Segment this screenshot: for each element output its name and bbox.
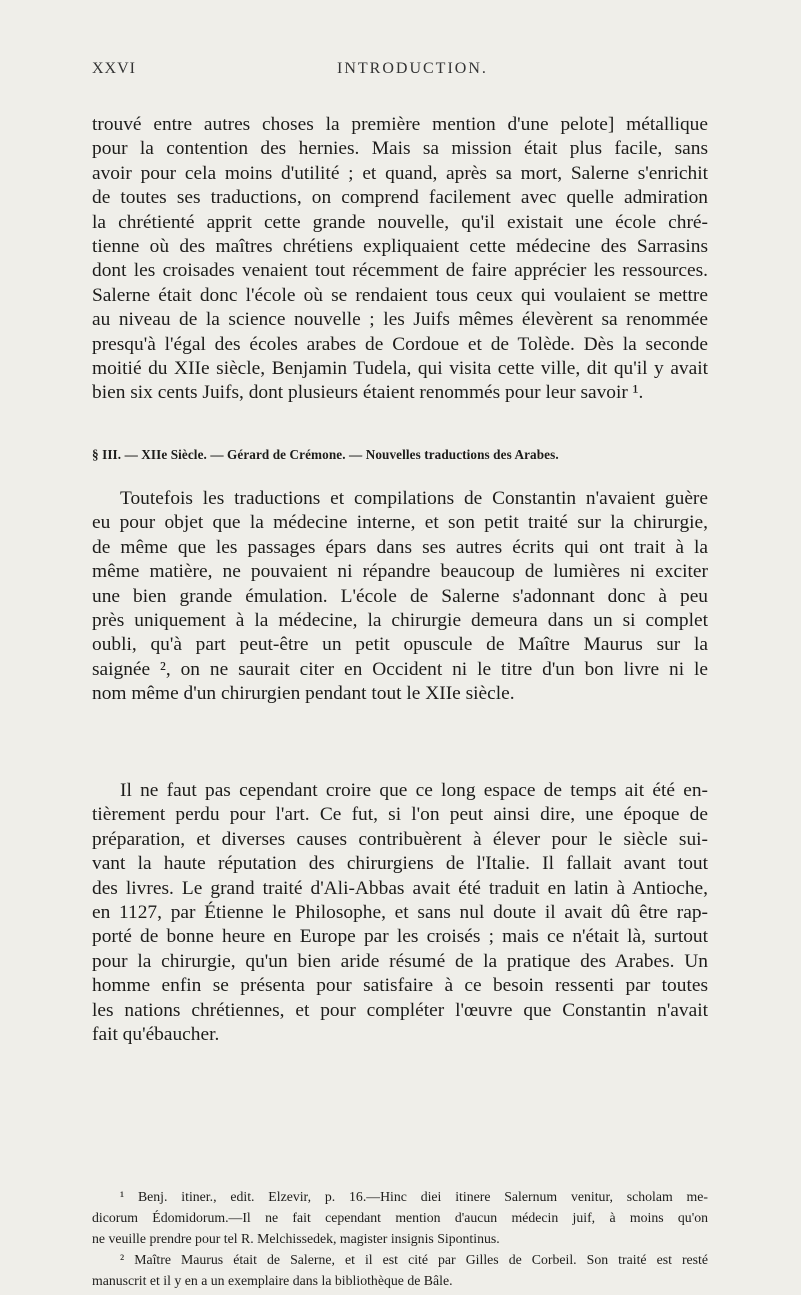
paragraph-2 xyxy=(92,487,708,707)
text-line: une bien grande émulation. L'école de Salerne s'adonnant donc à peu xyxy=(92,585,708,607)
footnote-line: dicorum Édomidorum.—Il ne fait cependant mention d'aucun médecin juif, à moins qu'on xyxy=(92,1210,708,1225)
page-number: XXVI xyxy=(92,60,136,77)
text-line: moitié du XIIe siècle, Benjamin Tudela, qui visita cette ville, dit qu'il y avait xyxy=(92,357,708,379)
text-line: les nations chrétiennes, et pour compléter l'œuvre que Constantin n'avait xyxy=(92,999,708,1021)
section-heading: § III. — XIIe Siècle. — Gérard de Crémone. — Nouvelles traductions des Arabes. xyxy=(92,447,559,462)
text-line: homme enfin se présenta pour satisfaire à ce besoin ressenti par toutes xyxy=(92,975,708,997)
running-title: INTRODUCTION. xyxy=(337,60,488,77)
text-line: porté de bonne heure en Europe par les croisés ; mais ce n'était là, surtout xyxy=(92,926,708,948)
text-line: oubli, qu'à part peut-être un petit opuscule de Maître Maurus sur la xyxy=(92,634,708,656)
text-line: fait qu'ébaucher. xyxy=(92,1023,220,1045)
text-line: saignée ², on ne saurait citer en Occident ni le titre d'un bon livre ni le xyxy=(92,658,708,680)
footnote-line: ne veuille prendre pour tel R. Melchissedek, magister insignis Sipontinus. xyxy=(92,1231,500,1246)
text-line: la chrétienté apprit cette grande nouvelle, qu'il existait une école chré- xyxy=(92,211,708,233)
text-line: trouvé entre autres choses la première mention d'une pelote] métallique xyxy=(92,114,708,135)
text-line: en 1127, par Étienne le Philosophe, et sans nul doute il avait dû être rap- xyxy=(92,901,708,923)
text-line: Salerne était donc l'école où se rendaient tous ceux qui voulaient se mettre xyxy=(92,284,708,306)
footnotes xyxy=(92,1186,708,1291)
paragraph-3 xyxy=(92,779,708,1047)
text-line: de toutes ses traductions, on comprend facilement avec quelle admiration xyxy=(92,187,708,209)
paragraph-1 xyxy=(92,113,708,406)
text-line: vant la haute réputation des chirurgiens de l'Italie. Il fallait avant tout xyxy=(92,853,708,875)
text-line: préparation, et diverses causes contribuèrent à élever pour le siècle sui- xyxy=(92,828,708,850)
text-line: Toutefois les traductions et compilations de Constantin n'avaient guère xyxy=(120,488,708,509)
text-line: même matière, ne pouvaient ni répandre beaucoup de lumières ni exciter xyxy=(92,561,708,583)
text-line: Il ne faut pas cependant croire que ce long espace de temps ait été en- xyxy=(120,780,708,801)
text-line: des livres. Le grand traité d'Ali-Abbas avait été traduit en latin à Antioche, xyxy=(92,877,708,899)
text-line: pour la contention des hernies. Mais sa mission était plus facile, sans xyxy=(92,138,708,160)
running-head xyxy=(92,60,709,84)
text-line: pour la chirurgie, qu'un bien aride résumé de la pratique des Arabes. Un xyxy=(92,950,708,972)
text-line: de même que les passages épars dans ses autres écrits qui ont trait à la xyxy=(92,536,708,558)
text-line: nom même d'un chirurgien pendant tout le XIIe siècle. xyxy=(92,683,515,705)
text-line: tienne où des maîtres chrétiens expliquaient cette médecine des Sarrasins xyxy=(92,235,708,257)
text-line: avoir pour cela moins d'utilité ; et quand, après sa mort, Salerne s'enrichit xyxy=(92,162,708,184)
text-line: eu pour objet que la médecine interne, et son petit traité sur la chirurgie, xyxy=(92,512,708,534)
footnote-line: ² Maître Maurus était de Salerne, et il est cité par Gilles de Corbeil. Son traité est resté xyxy=(120,1252,708,1267)
text-line: bien six cents Juifs, dont plusieurs étaient renommés pour leur savoir ¹. xyxy=(92,382,644,404)
text-line: dont les croisades venaient tout récemment de faire apprécier les ressources. xyxy=(92,260,708,282)
footnote-line: ¹ Benj. itiner., edit. Elzevir, p. 16.—Hinc diei itinere Salernum venitur, scholam me- xyxy=(120,1189,708,1204)
text-line: presqu'à l'égal des écoles arabes de Cordoue et de Tolède. Dès la seconde xyxy=(92,333,708,355)
text-line: près uniquement à la médecine, la chirurgie demeura dans un si complet xyxy=(92,609,708,631)
text-line: au niveau de la science nouvelle ; les Juifs mêmes élevèrent sa renommée xyxy=(92,309,708,331)
text-line: tièrement perdu pour l'art. Ce fut, si l'on peut ainsi dire, une époque de xyxy=(92,804,708,826)
footnote-line: manuscrit et il y en a un exemplaire dans la bibliothèque de Bâle. xyxy=(92,1273,453,1288)
